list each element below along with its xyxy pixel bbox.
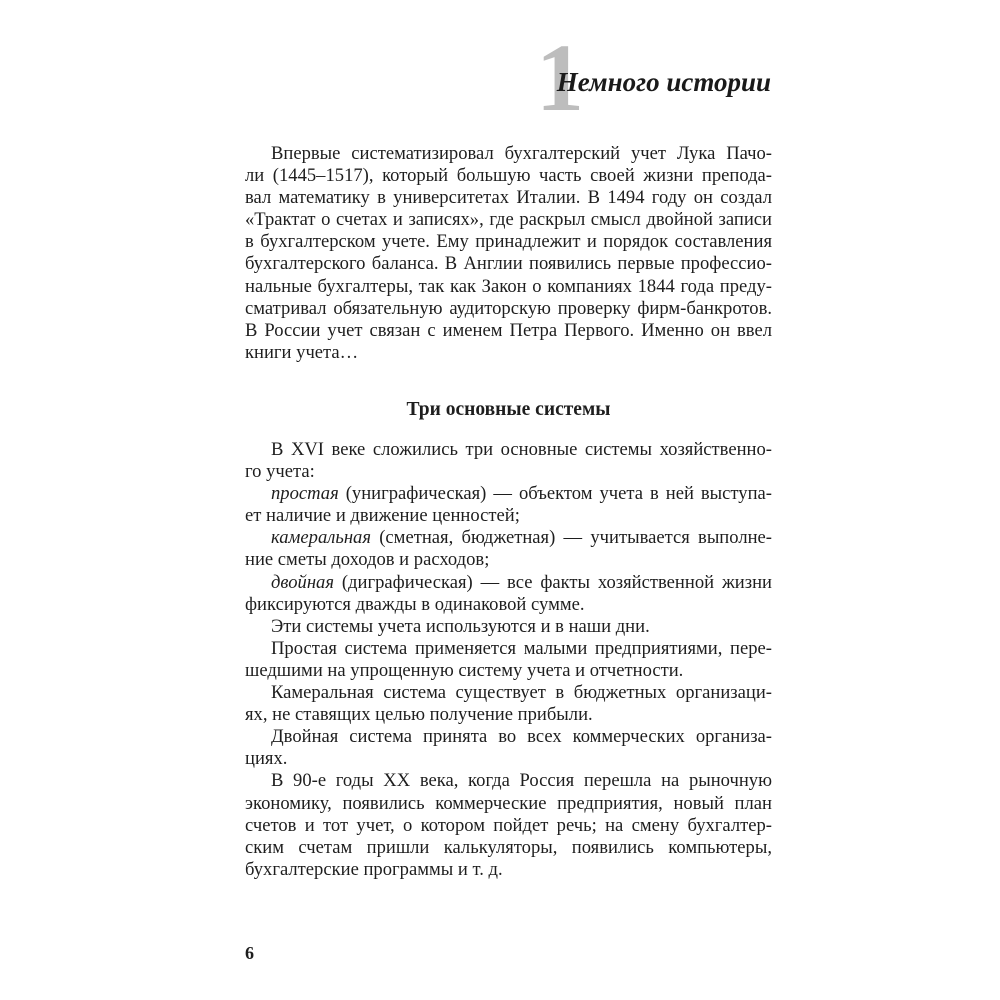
- text-line: [245, 859, 772, 881]
- text-line: [245, 187, 772, 209]
- text-line: [245, 231, 772, 253]
- text-line: [245, 549, 772, 571]
- text-line: [245, 342, 772, 364]
- section-heading: Три основные системы: [406, 399, 611, 420]
- text-line: [245, 815, 772, 837]
- text-line: [245, 276, 772, 298]
- line-text: Впервые систематизировал бухгалтерский учет Лука Пачо-: [271, 143, 772, 164]
- text-line: [245, 143, 772, 165]
- line-text: Камеральная система существует в бюджетных организаци-: [271, 682, 772, 704]
- line-text: Двойная система принята во всех коммерческих организа-: [271, 726, 772, 748]
- line-text: В 90-е годы XX века, когда Россия перешла на рыночную: [271, 770, 772, 792]
- text-line: [245, 505, 772, 527]
- text-line: [245, 298, 772, 320]
- italic-term: камеральная: [271, 527, 371, 549]
- text-line: [245, 837, 772, 859]
- line-text: сматривал обязательную аудиторскую проверку фирм-банкротов.: [245, 297, 772, 319]
- line-text: (униграфическая) — объектом учета в ней выступа-: [338, 483, 772, 505]
- text-line: [245, 527, 772, 549]
- line-text: ние сметы доходов и расходов;: [245, 549, 490, 571]
- section-body: [245, 439, 772, 881]
- line-text: В XVI веке сложились три основные системы хозяйственно-: [271, 439, 772, 460]
- line-text: го учета:: [245, 461, 315, 483]
- line-text: книги учета…: [245, 341, 359, 363]
- text-line: [245, 660, 772, 682]
- line-text: фиксируются дважды в одинаковой сумме.: [245, 593, 585, 615]
- line-text: ях, не ставящих целью получение прибыли.: [245, 704, 593, 726]
- text-line: [245, 439, 772, 461]
- italic-term: двойная: [271, 571, 334, 593]
- chapter-number-graphic: 1: [536, 24, 584, 131]
- line-text: нальные бухгалтеры, так как Закон о компаниях 1844 года преду-: [245, 275, 772, 297]
- line-text: Эти системы учета используются и в наши дни.: [271, 615, 650, 637]
- text-line: [245, 704, 772, 726]
- line-text: ет наличие и движение ценностей;: [245, 505, 520, 527]
- line-text: бухгалтерские программы и т. д.: [245, 858, 503, 880]
- text-line: [245, 253, 772, 275]
- text-line: [245, 483, 772, 505]
- text-line: [245, 770, 772, 792]
- text-line: [245, 320, 772, 342]
- line-text: «Трактат о счетах и записях», где раскрыл смысл двойной записи: [245, 209, 772, 231]
- text-line: [245, 572, 772, 594]
- line-text: (диграфическая) — все факты хозяйственной жизни: [334, 571, 772, 593]
- line-text: (сметная, бюджетная) — учитывается выполне-: [370, 527, 772, 549]
- page-number: 6: [245, 943, 254, 963]
- line-text: В России учет связан с именем Петра Первого. Именно он ввел: [245, 319, 772, 341]
- text-line: [245, 638, 772, 660]
- line-text: экономику, появились коммерческие предприятия, новый план: [245, 792, 772, 814]
- line-text: бухгалтерского баланса. В Англии появились первые профессио-: [245, 253, 772, 275]
- text-line: [245, 594, 772, 616]
- intro-paragraph: [245, 143, 772, 364]
- line-text: ли (1445–1517), который большую часть своей жизни препода-: [245, 165, 772, 187]
- line-text: счетов и тот учет, о котором пойдет речь; на смену бухгалтер-: [245, 814, 772, 836]
- line-text: Простая система применяется малыми предприятиями, пере-: [271, 637, 772, 659]
- text-line: [245, 726, 772, 748]
- text-line: [245, 165, 772, 187]
- text-line: [245, 682, 772, 704]
- text-line: [245, 616, 772, 638]
- line-text: в бухгалтерском учете. Ему принадлежит и порядок составления: [245, 231, 772, 253]
- line-text: ским счетам пришли калькуляторы, появились компьютеры,: [245, 836, 772, 858]
- line-text: вал математику в университетах Италии. В 1494 году он создал: [245, 187, 772, 209]
- line-text: циях.: [245, 748, 288, 770]
- text-line: [245, 793, 772, 815]
- chapter-title: Немного истории: [556, 67, 771, 97]
- italic-term: простая: [271, 483, 339, 505]
- text-line: [245, 209, 772, 231]
- text-line: [245, 461, 772, 483]
- line-text: шедшими на упрощенную систему учета и отчетности.: [245, 659, 684, 681]
- text-line: [245, 748, 772, 770]
